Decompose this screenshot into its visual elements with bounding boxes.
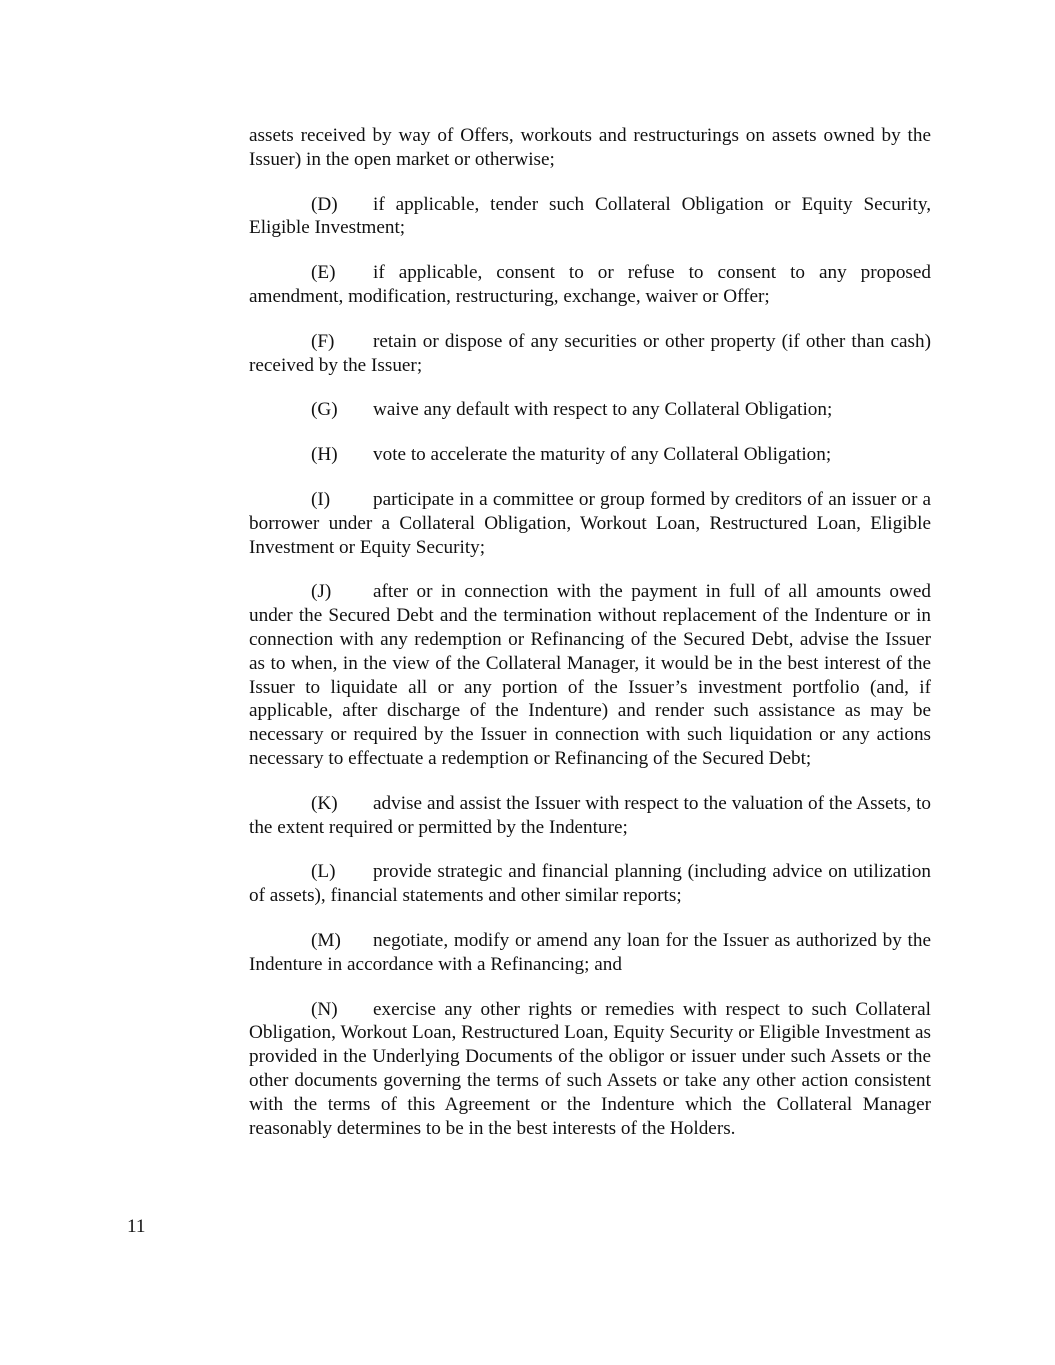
clause-f <box>249 330 931 378</box>
clause-text: vote to accelerate the maturity of any Collateral Obligation; <box>373 444 832 466</box>
clause-text: negotiate, modify or amend any loan for the Issuer as authorized by the Indenture in accordance with a Refinancing; and <box>249 929 931 975</box>
lead-paragraph: assets received by way of Offers, workouts and restructurings on assets owned by the Issuer) in the open market or otherwise; <box>249 125 931 170</box>
clause-label: (J) <box>311 581 332 603</box>
clause-label: (G) <box>311 399 338 421</box>
clause-l <box>249 860 931 908</box>
clause-g <box>249 398 931 422</box>
clause-label: (K) <box>311 792 338 814</box>
clause-text: if applicable, consent to or refuse to consent to any proposed amendment, modification, restructuring, exchange, waiver or Offer; <box>249 262 931 307</box>
clause-label: (N) <box>311 998 338 1020</box>
clause-text: exercise any other rights or remedies with respect to such Collateral Obligation, Workout Loan, Restructured Loan, Equity Security or Eligible Investment as provided in the Underlying Documents of the obligor or issuer under such Assets or the other documents governing the terms of such Assets or take any other action consistent with the terms of this Agreement or the Indenture which the Collateral Manager reasonably determines to be in the best interests of the Holders. <box>249 998 931 1139</box>
clause-e <box>249 261 931 309</box>
document-body <box>249 124 931 1161</box>
clause-text: retain or dispose of any securities or other property (if other than cash) received by the Issuer; <box>249 330 931 376</box>
clause-n <box>249 998 931 1141</box>
clause-label: (L) <box>311 861 336 883</box>
clause-text: waive any default with respect to any Collateral Obligation; <box>373 399 833 421</box>
clause-text: if applicable, tender such Collateral Obligation or Equity Security, Eligible Investment; <box>249 193 931 239</box>
clause-text: participate in a committee or group formed by creditors of an issuer or a borrower under a Collateral Obligation, Workout Loan, Restructured Loan, Eligible Investment or Equity Security; <box>249 488 931 558</box>
clause-label: (M) <box>311 929 341 951</box>
clause-i <box>249 488 931 559</box>
clause-text: after or in connection with the payment in full of all amounts owed under the Secured Debt and the termination without replacement of the Indenture or in connection with any redemption or Refinancing of the Secured Debt, advise the Issuer as to when, in the view of the Collateral Manager, it would be in the best interest of the Issuer to liquidate all or any portion of the Issuer’s investment portfolio (and, if applicable, after discharge of the Indenture) and render such assistance as may be necessary or required by the Issuer in connection with such liquidation or any actions necessary to effectuate a redemption or Refinancing of the Secured Debt; <box>249 581 931 769</box>
clause-label: (F) <box>311 330 335 352</box>
clause-m <box>249 929 931 977</box>
page-number: 11 <box>127 1216 146 1237</box>
clause-text: advise and assist the Issuer with respect to the valuation of the Assets, to the extent required or permitted by the Indenture; <box>249 792 931 838</box>
clause-k <box>249 792 931 840</box>
clause-label: (E) <box>311 262 336 284</box>
clause-d <box>249 193 931 241</box>
clause-label: (H) <box>311 444 338 466</box>
clause-label: (I) <box>311 488 331 510</box>
clause-h <box>249 443 931 467</box>
clause-label: (D) <box>311 193 338 215</box>
clause-text: provide strategic and financial planning (including advice on utilization of assets), financial statements and other similar reports; <box>249 861 931 907</box>
clause-j <box>249 580 931 770</box>
